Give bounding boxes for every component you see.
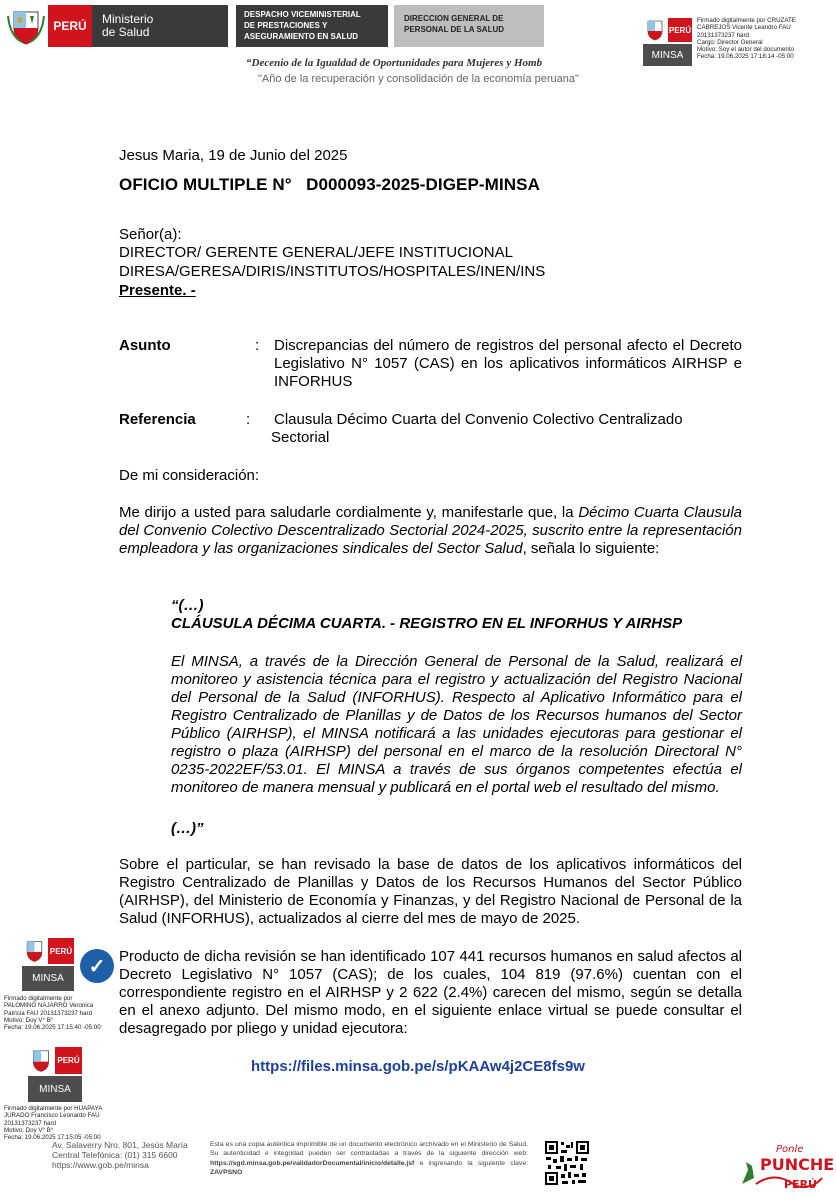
qr-code-icon	[544, 1140, 590, 1186]
decenio-slogan: “Decenio de la Igualdad de Oportunidades para Mujeres y Homb	[246, 57, 543, 69]
sig-minsa-badge: MINSA	[22, 966, 74, 991]
para1-part-a: Me dirijo a usted para saludarle cordialmente y, manifestarle que, la	[119, 504, 579, 521]
address-line: https://www.gob.pe/minsa	[52, 1160, 149, 1170]
despacho-viceministerial-block	[236, 5, 388, 47]
sig-line: Firmado digitalmente por HUAPAYA	[4, 1105, 103, 1112]
quote-close: (…)”	[171, 820, 204, 837]
sig-line: CABREJOS Vicente Leandro FAU	[697, 24, 791, 32]
signature-stamp-top	[643, 16, 693, 68]
signature-text-middle	[4, 995, 120, 1031]
peru-coat-of-arms-icon	[6, 6, 46, 46]
ponle-text: Ponle	[776, 1144, 804, 1155]
address-line: Av. Salaverry Nro. 801, Jesús María	[52, 1140, 188, 1150]
note-part-a: Esta es una copia auténtica imprimible de un documento electrónico archivado en el Ministerio de Salud. Su autenticidad e integridad pueden ser contrastadas a través de la siguiente dirección web:	[210, 1141, 528, 1158]
direccion-line: PERSONAL DE LA SALUD	[404, 25, 505, 34]
coat-of-arms-icon	[28, 1047, 54, 1074]
sig-line: 20131373237 hard	[4, 1119, 56, 1127]
referencia-colon: :	[246, 411, 251, 428]
punche-text: PUNCHE	[760, 1155, 835, 1174]
recipient-line1: DIRECTOR/ GERENTE GENERAL/JEFE INSTITUCIONAL	[119, 244, 513, 261]
despacho-line: DE PRESTACIONES Y	[244, 21, 328, 30]
paragraph-review: Sobre el particular, se han revisado la base de datos de los aplicativos informáticos del Registro Centralizado de Planillas y Datos de los Recursos Humanos del Sector Público (AIRHSP), del Ministerio de Economía y Finanzas, y del Registro Nacional de Personal de la Salud (INFORHUS), actualizados al cierre del mes de mayo de 2025.	[119, 856, 742, 927]
ministerio-brand-block	[92, 5, 228, 47]
coat-of-arms-icon	[22, 938, 47, 964]
note-part-b: e ingresando la siguiente clave:	[414, 1159, 528, 1167]
letter-date: Jesus Maria, 19 de Junio del 2025	[119, 147, 348, 164]
address-line: Central Telefónica: (01) 315 6600	[52, 1150, 178, 1160]
signature-text-bottom	[4, 1105, 134, 1141]
anio-slogan: "Año de la recuperación y consolidación de la economía peruana"	[258, 73, 579, 85]
referencia-line1: Clausula Décimo Cuarta del Convenio Colectivo Centralizado	[274, 411, 683, 428]
sig-line: Motivo: Doy V° B°	[4, 1016, 54, 1024]
sig-line: JURADO Francisco Leonardo FAU	[4, 1112, 100, 1120]
para1-part-c: , señala lo siguiente:	[522, 540, 660, 557]
coat-of-arms-icon	[643, 18, 667, 42]
direccion-line: DIRECCION GENERAL DE	[404, 14, 504, 23]
peru-text: PERÚ	[784, 1178, 817, 1191]
validation-key: ZAVPSNO	[210, 1169, 243, 1177]
sig-line: Firmado digitalmente por	[4, 995, 73, 1002]
sig-line: Motivo: Soy el autor del documento	[697, 46, 794, 54]
signature-stamp-middle	[22, 938, 74, 992]
sig-line: 20131373237 hard	[697, 31, 749, 39]
sig-peru-badge: PERÚ	[55, 1047, 82, 1074]
sig-line: Fecha: 19.06.2025 17:18:14 -05:00	[697, 53, 794, 61]
sig-line: Cargo: Director General	[697, 38, 763, 46]
validator-url-link[interactable]: https://sgd.minsa.gob.pe/validadorDocumental/inicio/detalle.jsf	[210, 1159, 415, 1167]
signature-stamp-bottom	[28, 1047, 82, 1103]
sig-line: PALOMINO NAJARRO Veronica	[4, 1002, 94, 1010]
sig-line: Firmado digitalmente por CRUZATE	[697, 17, 796, 24]
sig-line: Fecha: 19.06.2025 17:15:40 -05:00	[4, 1024, 101, 1032]
quote-body: El MINSA, a través de la Dirección General de Personal de la Salud, realizará el monitoreo y asistencia técnica para el registro y actualización del Registro Nacional del Personal de la Salud (INFORHUS). Respecto al Aplicativo Informático para el Registro Centralizado de Planillas y de Datos de los Recursos humanos del Sector Público (AIRHSP), el MINSA notificará a las unidades ejecutoras para gestionar el registro o plaza (AIRHSP) del personal en el marco de la resolución Directoral N° 0235-2022EF/53.01. El MINSA a través de sus órganos competentes efectúa el monitoreo de manera mensual y publicará en el portal web el resultado del mismo.	[171, 653, 742, 796]
presente-label: Presente. -	[119, 282, 196, 299]
quote-open: “(…)	[171, 597, 204, 614]
asunto-label: Asunto	[119, 337, 171, 354]
despacho-line: ASEGURAMIENTO EN SALUD	[244, 32, 359, 41]
peru-brand-block	[48, 5, 92, 47]
peru-label: PERÚ	[53, 19, 87, 33]
recipient-line2: DIRESA/GERESA/DIRIS/INSTITUTOS/HOSPITALES/INEN/INS	[119, 263, 546, 280]
sig-line: Motivo: Doy V° B°	[4, 1126, 54, 1134]
sig-line: Patricia FAU 20131373237 hard	[4, 1009, 93, 1017]
sig-peru-badge: PERÚ	[48, 938, 74, 964]
ponle-punche-peru-logo	[736, 1140, 835, 1192]
footer-address	[52, 1140, 188, 1170]
greeting: De mi consideración:	[119, 467, 260, 484]
sig-minsa-badge: MINSA	[643, 44, 692, 66]
document-title: OFICIO MULTIPLE N° D000093-2025-DIGEP-MINSA	[119, 175, 540, 194]
referencia-label: Referencia	[119, 411, 196, 428]
despacho-line: DESPACHO VICEMINISTERIAL	[244, 10, 361, 19]
files-minsa-link[interactable]: https://files.minsa.gob.pe/s/pKAAw4j2CE8fs9w	[251, 1058, 585, 1075]
footer-authenticity-note	[210, 1140, 528, 1178]
sig-line: Fecha: 19.06.2025 17:15:05 -05:00	[4, 1134, 101, 1142]
quote-heading: CLÁUSULA DÉCIMA CUARTA. - REGISTRO EN EL INFORHUS Y AIRHSP	[171, 615, 683, 632]
salutation-senor: Señor(a):	[119, 226, 182, 243]
signature-text-top	[697, 17, 833, 61]
para1-part-b: Décimo Cuarta Clausula del Convenio Colectivo Descentralizado Sectorial 2024-2025, suscrito entre la representación empleadora y las organizaciones sindicales del Sector Salud	[119, 504, 742, 557]
ministerio-line1: Ministerio	[102, 12, 154, 26]
asunto-text: Discrepancias del número de registros del personal afecto el Decreto Legislativo N° 1057 (CAS) en los aplicativos informáticos AIRHSP e INFORHUS	[274, 337, 742, 390]
paragraph-findings: Producto de dicha revisión se han identificado 107 441 recursos humanos en salud afectos al Decreto Legislativo N° 1057 (CAS); de los cuales, 104 819 (97.6%) cuentan con el correspondiente registro en el AIRHSP y 2 622 (2.4%) carecen del mismo, según se detalla en el anexo adjunto. Del mismo modo, en el siguiente enlace virtual se puede consultar el desagregado por pliego y unidad ejecutora:	[119, 948, 742, 1037]
verified-check-icon: ✓	[80, 949, 114, 983]
asunto-colon: :	[255, 337, 260, 354]
sig-peru-badge: PERÚ	[668, 18, 692, 42]
sig-minsa-badge: MINSA	[28, 1076, 82, 1102]
referencia-line2: Sectorial	[271, 429, 330, 446]
direccion-general-block	[394, 5, 544, 47]
ministerio-line2: de Salud	[102, 25, 150, 39]
paragraph-intro	[119, 504, 742, 558]
